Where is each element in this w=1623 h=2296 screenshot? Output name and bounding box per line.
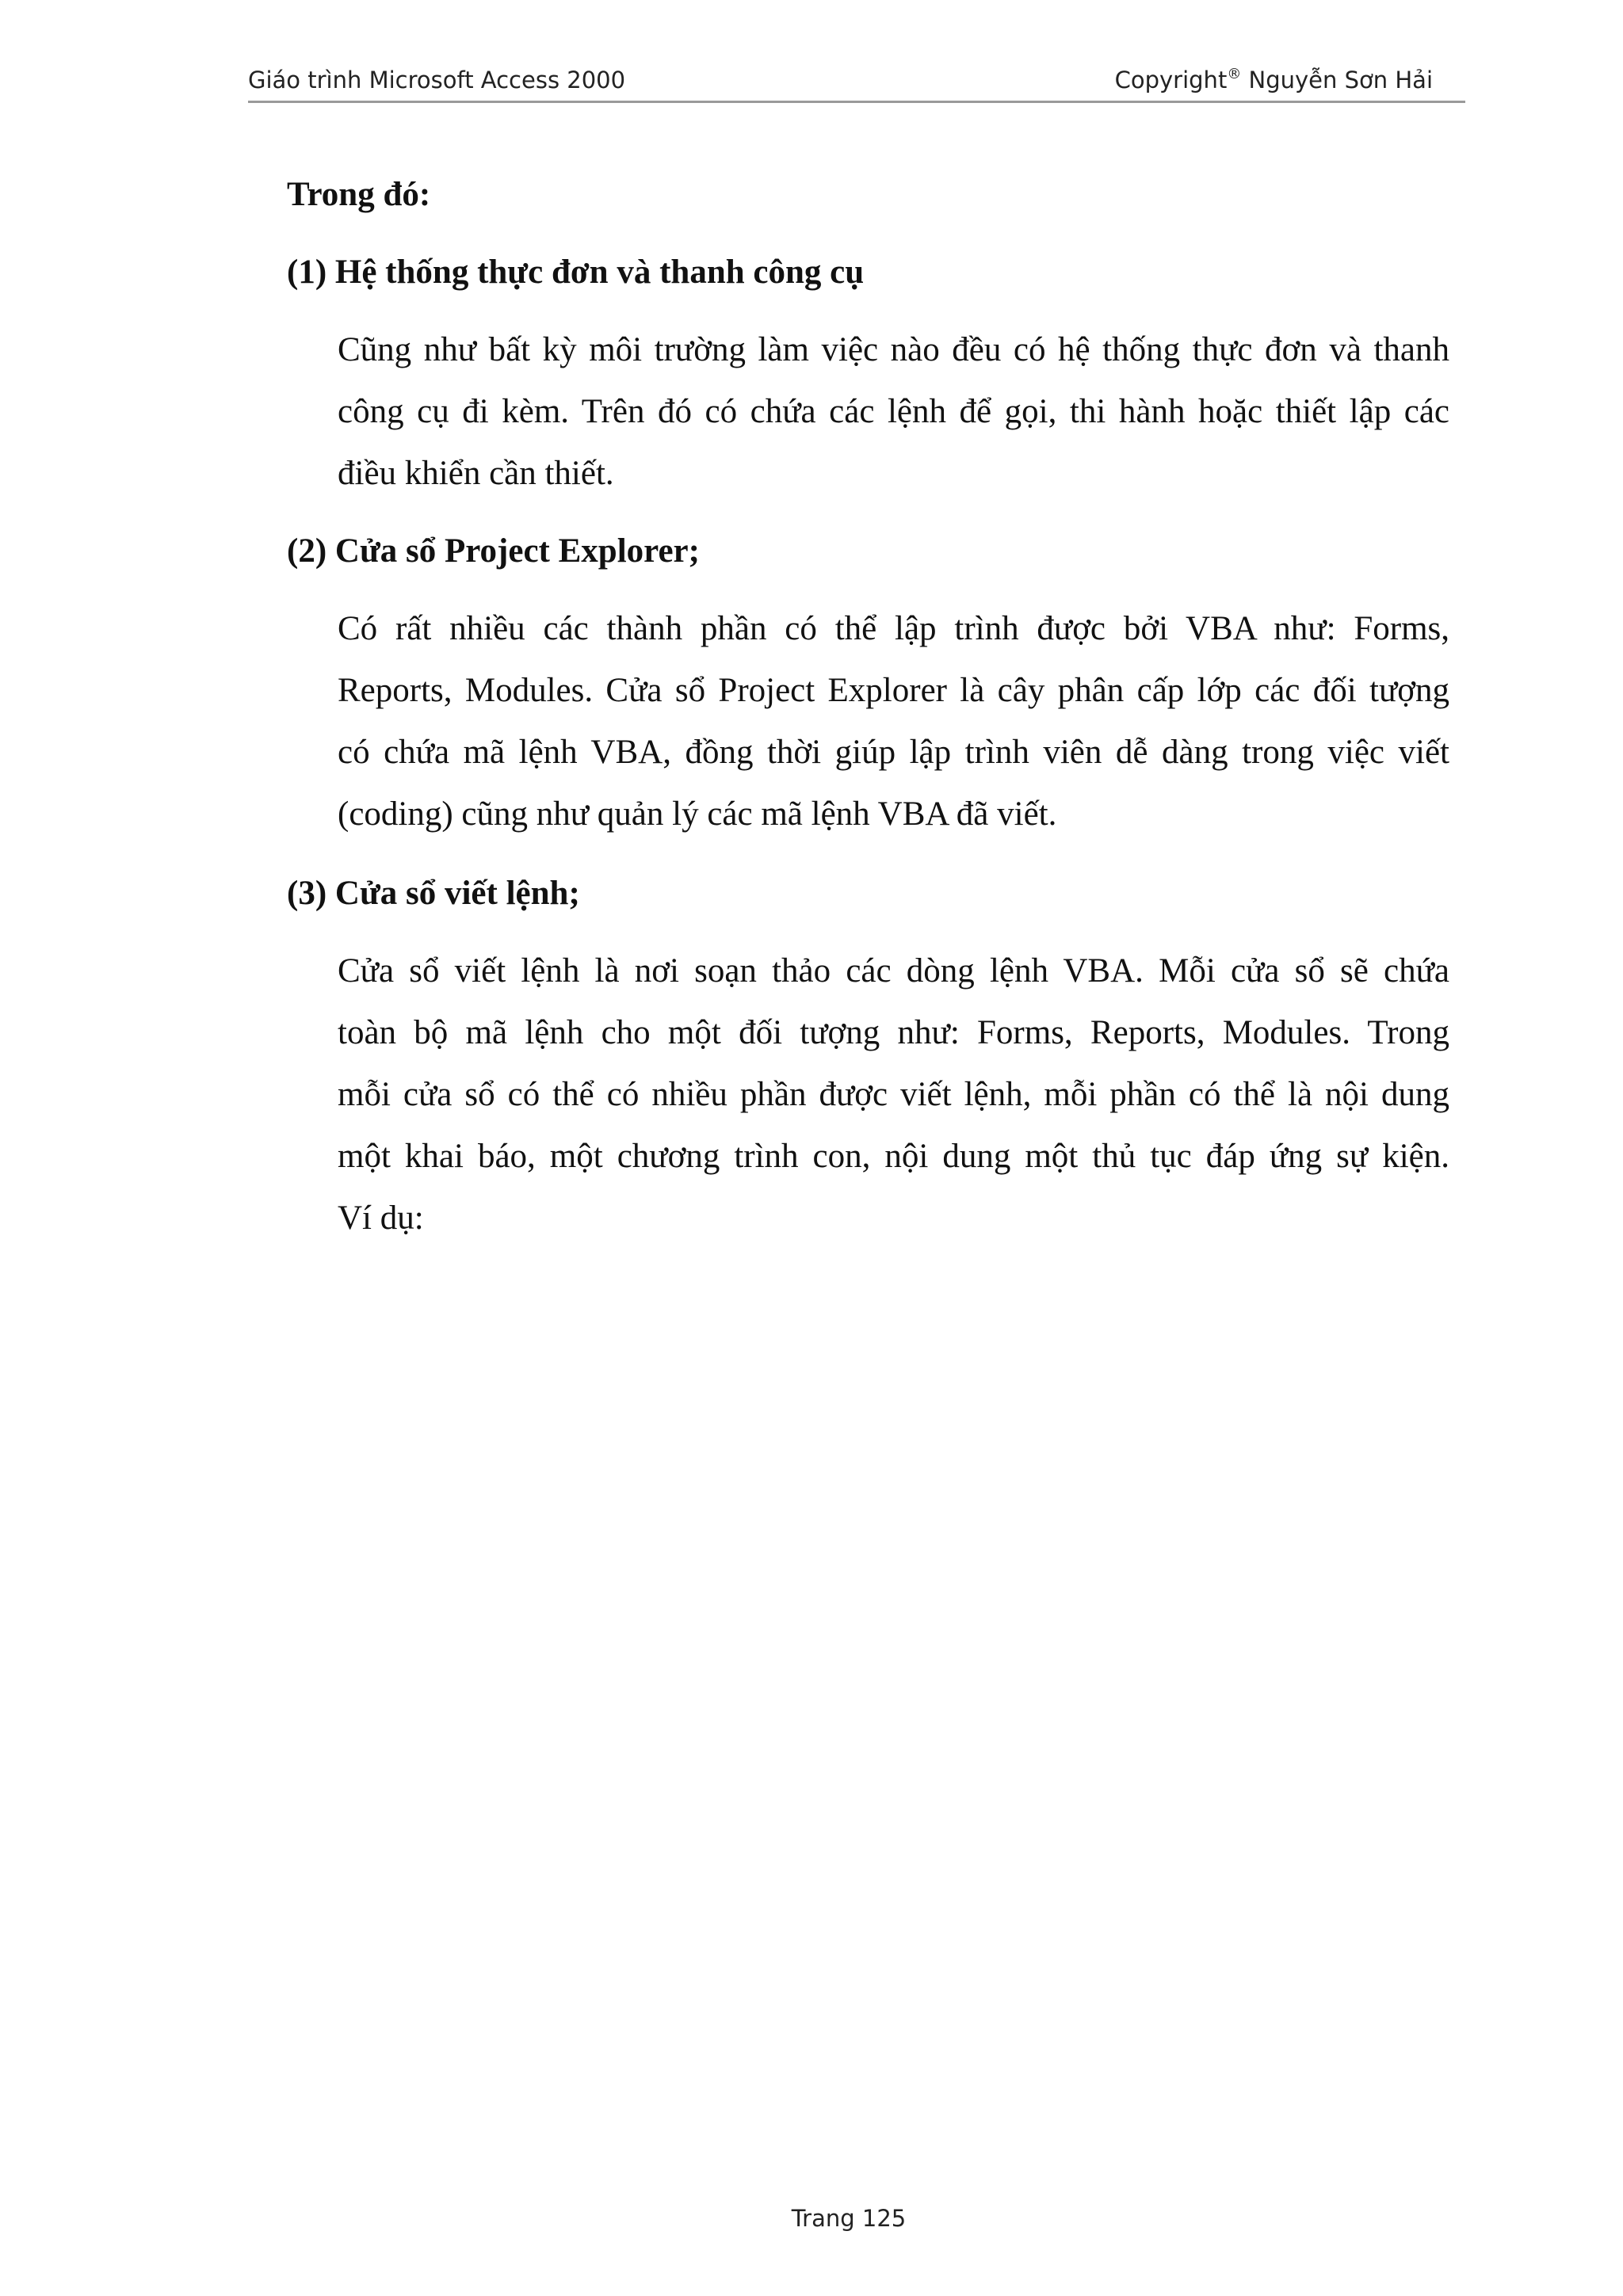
author-name: Nguyễn Sơn Hải [1248,67,1433,93]
paragraph-line: Ví dụ: [338,1199,424,1237]
header-divider [248,101,1465,103]
registered-mark: ® [1227,66,1242,82]
copyright-label: Copyright [1114,67,1228,93]
page-number: Trang 125 [791,2205,907,2232]
page-header [248,67,1465,100]
section-3-heading: (3) Cửa sổ viết lệnh; [287,875,580,912]
section-1-paragraph [338,333,1449,518]
section-2-heading: (2) Cửa sổ Project Explorer; [287,532,700,570]
section-1-heading: (1) Hệ thống thực đơn và thanh công cụ [287,254,865,291]
paragraph-line: một khai báo, một chương trình con, nội dung một thủ tục đáp ứng sự kiện. [338,1138,1449,1175]
intro-heading: Trong đó: [287,176,431,213]
paragraph-line: (coding) cũng như quản lý các mã lệnh VBA đã viết. [338,795,1057,833]
paragraph-line: công cụ đi kèm. Trên đó có chứa các lệnh để gọi, thi hành hoặc thiết lập các [338,393,1449,430]
paragraph-line: Có rất nhiều các thành phần có thể lập trình được bởi VBA như: Forms, [338,610,1449,647]
copyright-notice [1115,67,1433,93]
book-title: Giáo trình Microsoft Access 2000 [248,67,626,93]
paragraph-line: có chứa mã lệnh VBA, đồng thời giúp lập trình viên dễ dàng trong việc viết [338,734,1449,771]
section-2-paragraph [338,612,1449,859]
paragraph-line: Cũng như bất kỳ môi trường làm việc nào đều có hệ thống thực đơn và thanh [338,331,1449,368]
paragraph-line: Cửa sổ viết lệnh là nơi soạn thảo các dòng lệnh VBA. Mỗi cửa sổ sẽ chứa [338,952,1449,990]
section-3-paragraph [338,954,1449,1263]
paragraph-line: Reports, Modules. Cửa sổ Project Explorer là cây phân cấp lớp các đối tượng [338,672,1449,709]
paragraph-line: điều khiển cần thiết. [338,455,614,492]
paragraph-line: toàn bộ mã lệnh cho một đối tượng như: Forms, Reports, Modules. Trong [338,1014,1449,1051]
paragraph-line: mỗi cửa sổ có thể có nhiều phần được viết lệnh, mỗi phần có thể là nội dung [338,1076,1449,1113]
